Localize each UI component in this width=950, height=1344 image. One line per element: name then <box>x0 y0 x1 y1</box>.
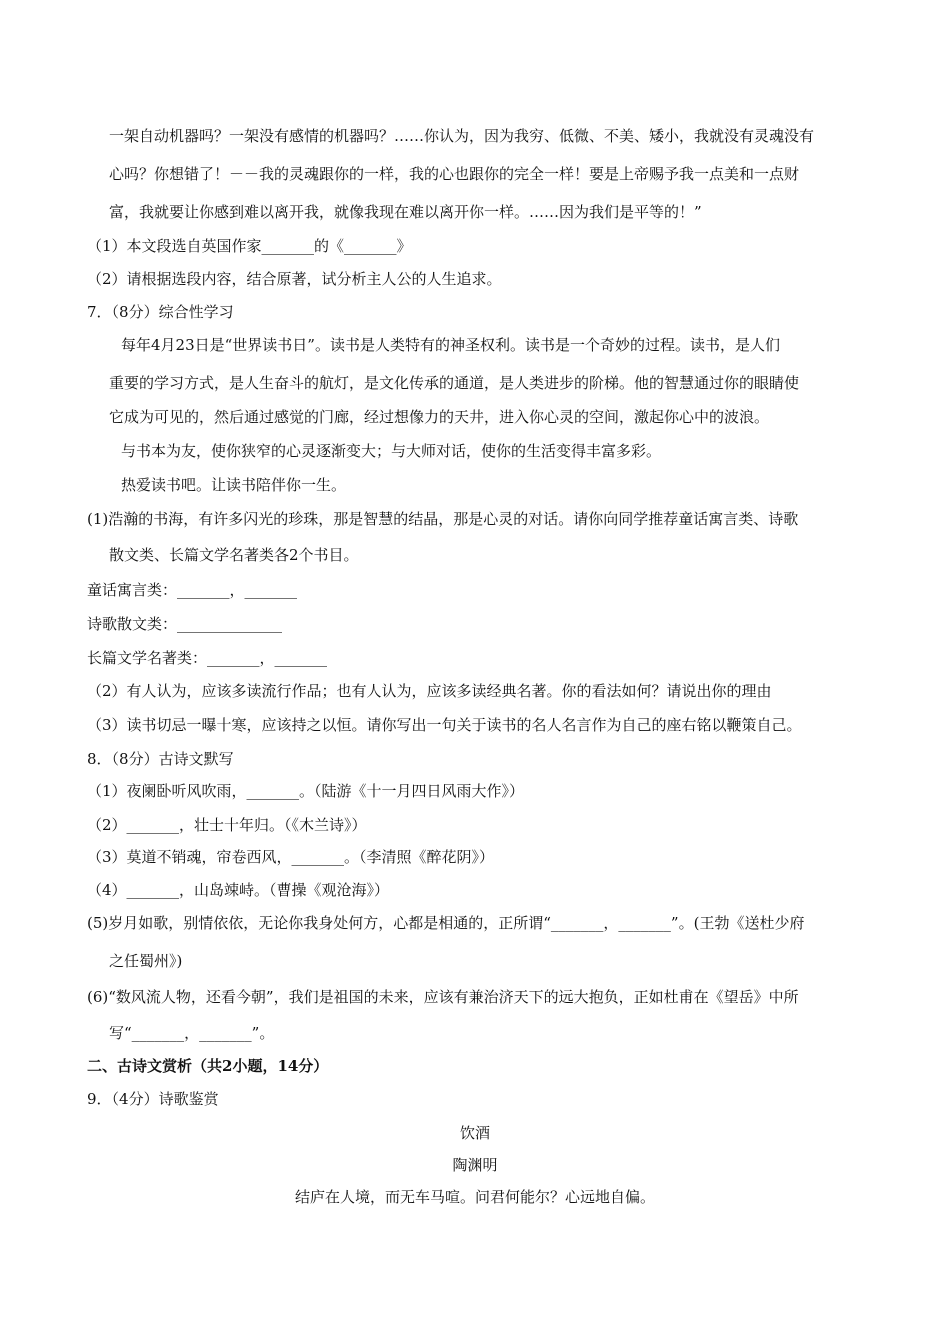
q7-passage-line: 每年4月23日是“世界读书日”。读书是人类特有的神圣权利。读书是一个奇妙的过程。读书，是人们 <box>121 336 780 354</box>
passage-line: 心吗？你想错了！－－我的灵魂跟你的一样，我的心也跟你的完全一样！要是上帝赐予我一点美和一点财 <box>109 165 800 183</box>
q8-item: （1）夜阑卧听风吹雨，_______。（陆游《十一月四日风雨大作》） <box>87 782 525 800</box>
q8-title: 8．（8分）古诗文默写 <box>87 750 234 768</box>
q8-item: 写“_______，_______”。 <box>109 1024 275 1042</box>
q7-sub3: （3）读书切忌一曝十寒，应该持之以恒。请你写出一句关于读书的名人名言作为自己的座右铭以鞭策自己。 <box>87 716 802 734</box>
poem-title: 饮酒 <box>459 1124 490 1142</box>
q7-sub1-line: (1)浩瀚的书海，有许多闪光的珍珠，那是智慧的结晶，那是心灵的对话。请你向同学推荐童话寓言类、诗歌 <box>87 510 799 528</box>
q7-passage-line: 重要的学习方式，是人生奋斗的航灯，是文化传承的通道，是人类进步的阶梯。他的智慧通过你的眼睛使 <box>109 374 800 392</box>
q7-passage-line: 热爱读书吧。让读书陪伴你一生。 <box>121 476 347 494</box>
q8-item: （3）莫道不销魂，帘卷西风，_______。（李清照《醉花阴》） <box>87 848 495 866</box>
q6-sub-1: （1）本文段选自英国作家_______的《_______》 <box>87 237 412 255</box>
passage-line: 一架自动机器吗？一架没有感情的机器吗？……你认为，因为我穷、低微、不美、矮小，我就没有灵魂没有 <box>109 127 815 145</box>
q7-blank-novels: 长篇文学名著类：_______，_______ <box>87 649 328 667</box>
q8-item: (6)“数风流人物，还看今朝”，我们是祖国的未来，应该有兼治济天下的远大抱负，正如杜甫在《望岳》中所 <box>87 988 799 1006</box>
q8-item: （2）_______，壮士十年归。（《木兰诗》） <box>87 816 367 834</box>
q8-item: (5)岁月如歌，别情依依，无论你我身处何方，心都是相通的，正所谓“_______，_______”。(王勃《送杜少府 <box>87 914 805 932</box>
q7-blank-poetry: 诗歌散文类：______________ <box>87 615 283 633</box>
q8-item: （4）_______，山岛竦峙。（曹操《观沧海》） <box>87 881 390 899</box>
q6-sub-2: （2）请根据选段内容，结合原著，试分析主人公的人生追求。 <box>87 270 502 288</box>
q7-passage-line: 与书本为友，使你狭窄的心灵逐渐变大；与大师对话，使你的生活变得丰富多彩。 <box>121 442 662 460</box>
q7-sub2: （2）有人认为，应该多读流行作品；也有人认为，应该多读经典名著。你的看法如何？请说出你的理由 <box>87 682 772 700</box>
q8-item: 之任蜀州》) <box>109 952 183 970</box>
q9-title: 9．（4分）诗歌鉴赏 <box>87 1090 219 1108</box>
q7-blank-fairy-tales: 童话寓言类：_______，_______ <box>87 581 298 599</box>
poem-line: 结庐在人境，而无车马喧。问君何能尔？心远地自偏。 <box>294 1188 655 1206</box>
q7-title: 7．（8分）综合性学习 <box>87 303 234 321</box>
poem-author: 陶渊明 <box>452 1156 498 1174</box>
q7-passage-line: 它成为可见的，然后通过感觉的门廊，经过想像力的天井，进入你心灵的空间，激起你心中的波浪。 <box>109 408 770 426</box>
q7-sub1-line: 散文类、长篇文学名著类各2个书目。 <box>109 546 359 564</box>
section-heading: 二、古诗文赏析（共2小题，14分） <box>87 1057 329 1075</box>
passage-line: 富，我就要让你感到难以离开我，就像我现在难以离开你一样。……因为我们是平等的！” <box>109 203 702 221</box>
